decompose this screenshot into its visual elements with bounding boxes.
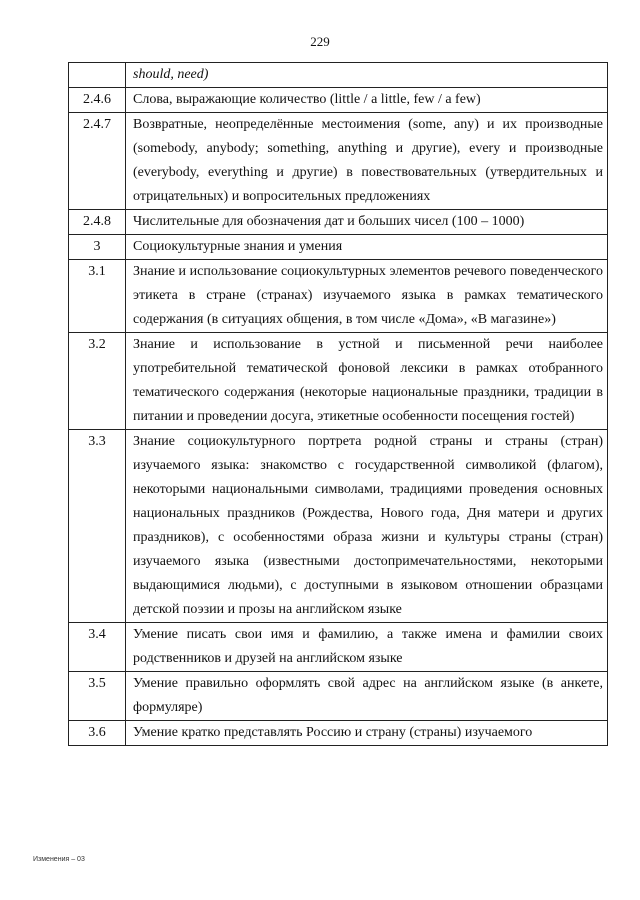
table-row <box>69 235 608 260</box>
row-number: 3.6 <box>69 721 126 746</box>
row-number: 3.5 <box>69 672 126 721</box>
row-number: 3.2 <box>69 333 126 430</box>
row-text: Знание и использование в устной и письменной речи наиболее употребительной тематической фоновой лексики в рамках отобранного тематического содержания (некоторые национальные праздники, традиции в питании и проведении досуга, этикетные особенности посещения гостей) <box>126 333 608 430</box>
page-footer: Изменения – 03 <box>33 856 85 863</box>
row-text: Умение кратко представлять Россию и страну (страны) изучаемого <box>126 721 608 746</box>
row-number: 3.1 <box>69 260 126 333</box>
row-text: Умение писать свои имя и фамилию, а также имена и фамилии своих родственников и друзей на английском языке <box>126 623 608 672</box>
table-row <box>69 210 608 235</box>
row-number <box>69 63 126 88</box>
row-text: should, need) <box>126 63 608 88</box>
row-text: Знание социокультурного портрета родной страны и страны (стран) изучаемого языка: знакомство с государственной символикой (флагом), некоторыми национальными символами, традициями проведения основных национальных праздников (Рождества, Нового года, Дня матери и других праздников), с особенностями образа жизни и культуры страны (стран) изучаемого языка (известными достопримечательностями, некоторыми выдающимися людьми), с доступными в языковом отношении образцами детской поэзии и прозы на английском языке <box>126 430 608 623</box>
table-row <box>69 672 608 721</box>
row-text: Умение правильно оформлять свой адрес на английском языке (в анкете, формуляре) <box>126 672 608 721</box>
row-number: 2.4.8 <box>69 210 126 235</box>
row-text: Числительные для обозначения дат и больших чисел (100 – 1000) <box>126 210 608 235</box>
table-row <box>69 721 608 746</box>
table-row <box>69 623 608 672</box>
content-table <box>68 62 608 746</box>
table-row <box>69 333 608 430</box>
page-number: 229 <box>310 34 330 49</box>
table-row <box>69 88 608 113</box>
row-number: 2.4.7 <box>69 113 126 210</box>
row-text: Знание и использование социокультурных элементов речевого поведенческого этикета в стране (странах) изучаемого языка в рамках тематического содержания (в ситуациях общения, в том числе «Дома», «В магазине») <box>126 260 608 333</box>
row-text: Социокультурные знания и умения <box>126 235 608 260</box>
table-row <box>69 63 608 88</box>
table-row <box>69 260 608 333</box>
row-number: 3 <box>69 235 126 260</box>
row-number: 3.3 <box>69 430 126 623</box>
row-text: Возвратные, неопределённые местоимения (some, any) и их производные (somebody, anybody; something, anything и другие), every и производные (everybody, everything и другие) в повествовательных (утвердительных и отрицательных) и вопросительных предложениях <box>126 113 608 210</box>
row-number: 2.4.6 <box>69 88 126 113</box>
table-row <box>69 430 608 623</box>
table-row <box>69 113 608 210</box>
row-text: Слова, выражающие количество (little / a little, few / a few) <box>126 88 608 113</box>
row-number: 3.4 <box>69 623 126 672</box>
